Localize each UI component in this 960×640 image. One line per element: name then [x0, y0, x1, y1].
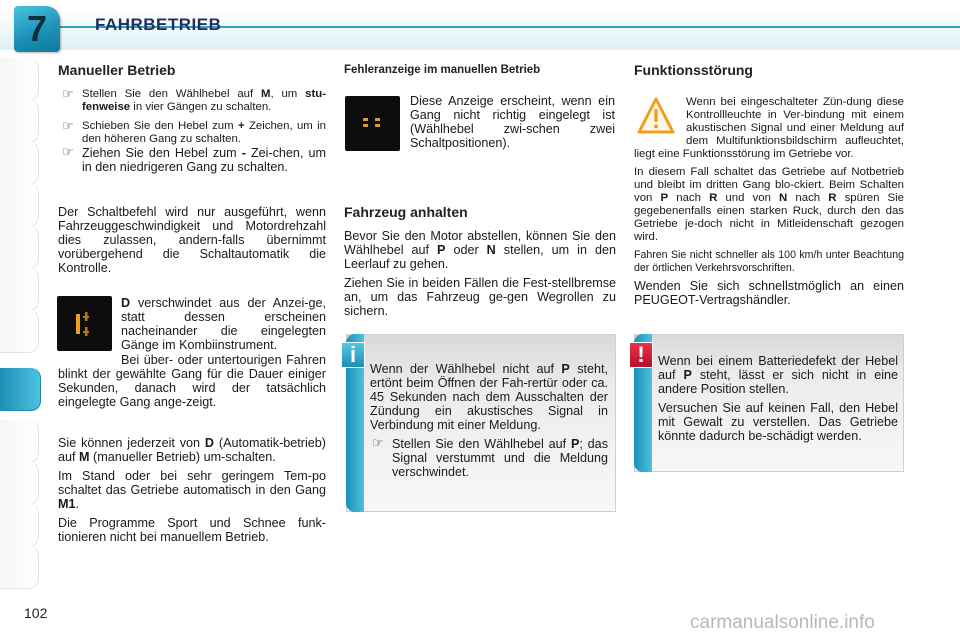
- info-instruction-select-p: ☞ Stellen Sie den Wählhebel auf P; das Signal verstummt und die Meldung verschwindet.: [372, 435, 608, 479]
- hand-pointer-icon: ☞: [372, 435, 384, 450]
- over-under-rev-note: Bei über- oder untertourigen Fahren blinkt der gewählte Gang für die Dauer einiger Sekunden, danach wird der tatsächlich eingelegte Gang ange-zeigt.: [58, 353, 326, 409]
- hand-pointer-icon: ☞: [62, 86, 74, 101]
- side-tab-4[interactable]: [0, 184, 39, 227]
- malfunction-text: Wenn bei eingeschalteter Zün-dung diese Kontrollleuchte in Ver-bindung mit einem akustischen Signal und einer Meldung auf dem Multifunktionsbildschirm aufleuchtet, liegt eine Funktionsstörung im Getriebe vor. In diesem Fall schaltet das Getriebe auf Notbetrieb und bleibt im dritten Gang blo-ckiert. Beim Schalten von P nach R und von N nach R spüren Sie gegebenenfalls einen starken Ruck, durch den das Getriebe je-doch nicht in Mitleidenschaft gezogen wird. Fahren Sie nicht schneller als 100 km/h unter Beachtung der örtlichen Verkehrsvorschriften. Wenden Sie sich schnellstmöglich an einen PEUGEOT-Vertragshändler.: [634, 96, 905, 307]
- instruction-downshift: ☞ Ziehen Sie den Hebel zum - Zei-chen, um in den niedrigeren Gang zu schalten.: [62, 144, 326, 174]
- side-tab-9[interactable]: [0, 420, 39, 463]
- side-tab-3[interactable]: [0, 142, 39, 185]
- warning-box-text: Wenn bei einem Batteriedefekt der Hebel auf P steht, lässt er sich nicht in eine andere Position stellen. Versuchen Sie auf keinen Fall, den Hebel mit Gewalt zu verstellen. Das Getriebe könnte dadurch be-schädigt werden.: [658, 354, 899, 443]
- error-display-text: Diese Anzeige erscheint, wenn ein Gang nicht richtig eingelegt ist (Wählhebel zwi-schen zwei Schaltpositionen).: [410, 94, 615, 150]
- side-tab-1[interactable]: [0, 58, 39, 101]
- info-box-text: Wenn der Wählhebel nicht auf P steht, ertönt beim Öffnen der Fah-rertür oder ca. 45 Sekunden nach dem Ausschalten der Zündung ein akustisches Signal in Verbindung mit einer Meldung. ☞ Stellen Sie den Wählhebel auf P; das Signal verstummt und die Meldung verschwindet.: [370, 362, 608, 479]
- chapter-title: FAHRBETRIEB: [95, 15, 222, 34]
- instruction-downshift-block: [60, 146, 326, 180]
- instruction-upshift: ☞ Schieben Sie den Hebel zum + Zeichen, um in den höheren Gang zu schalten.: [62, 118, 327, 145]
- heading-malfunction: Funktionsstörung: [634, 62, 753, 78]
- hand-pointer-icon: ☞: [62, 144, 74, 159]
- mode-switch-notes: Sie können jederzeit von D (Automatik-betrieb) auf M (manueller Betrieb) um-schalten. Im Stand oder bei sehr geringem Tem-po schaltet das Getriebe automatisch in den Gang M1. Die Programme Sport und Schnee funk-tionieren nicht bei manuellem Betrieb.: [58, 436, 326, 544]
- gear-display-icon: [57, 296, 112, 351]
- side-tab-2[interactable]: [0, 100, 39, 143]
- side-tab-11[interactable]: [0, 504, 39, 547]
- chapter-number-badge: 7: [14, 6, 60, 52]
- side-tab-5[interactable]: [0, 226, 39, 269]
- info-icon: i: [341, 342, 365, 368]
- side-tab-active-chapter[interactable]: [0, 368, 41, 411]
- side-tab-10[interactable]: [0, 462, 39, 505]
- heading-error-display: Fehleranzeige im manuellen Betrieb: [344, 64, 541, 76]
- side-tab-12[interactable]: [0, 546, 39, 589]
- shift-command-note: Der Schaltbefehl wird nur ausgeführt, wenn Fahrzeuggeschwindigkeit und Motordrehzahl dies zulassen, andern-falls übernimmt vorübergehend die Schaltautomatik die Kontrolle.: [58, 205, 326, 275]
- hand-pointer-icon: ☞: [62, 118, 74, 133]
- side-tab-7[interactable]: [0, 310, 39, 353]
- instruction-select-m: ☞ Stellen Sie den Wählhebel auf M, um stu-fenweise in vier Gängen zu schalten.: [62, 86, 326, 113]
- page-number: 102: [24, 605, 48, 621]
- gear-error-display-icon: [345, 96, 400, 151]
- display-d-note: D verschwindet aus der Anzei-ge, statt dessen erscheinen nacheinander die eingelegten Gänge im Kombiinstrument.: [121, 296, 326, 352]
- stop-vehicle-text: Bevor Sie den Motor abstellen, können Sie den Wählhebel auf P oder N stellen, um in den Leerlauf zu gehen. Ziehen Sie in beiden Fällen die Fest-stellbremse an, um das Fahrzeug ge-gen Wegrollen zu sichern.: [344, 229, 616, 318]
- heading-manual-mode: Manueller Betrieb: [58, 62, 176, 78]
- manual-instructions: [60, 88, 326, 152]
- watermark: carmanualsonline.info: [690, 612, 875, 633]
- exclamation-icon: !: [629, 342, 653, 368]
- side-tab-6[interactable]: [0, 268, 39, 311]
- heading-stop-vehicle: Fahrzeug anhalten: [344, 204, 468, 220]
